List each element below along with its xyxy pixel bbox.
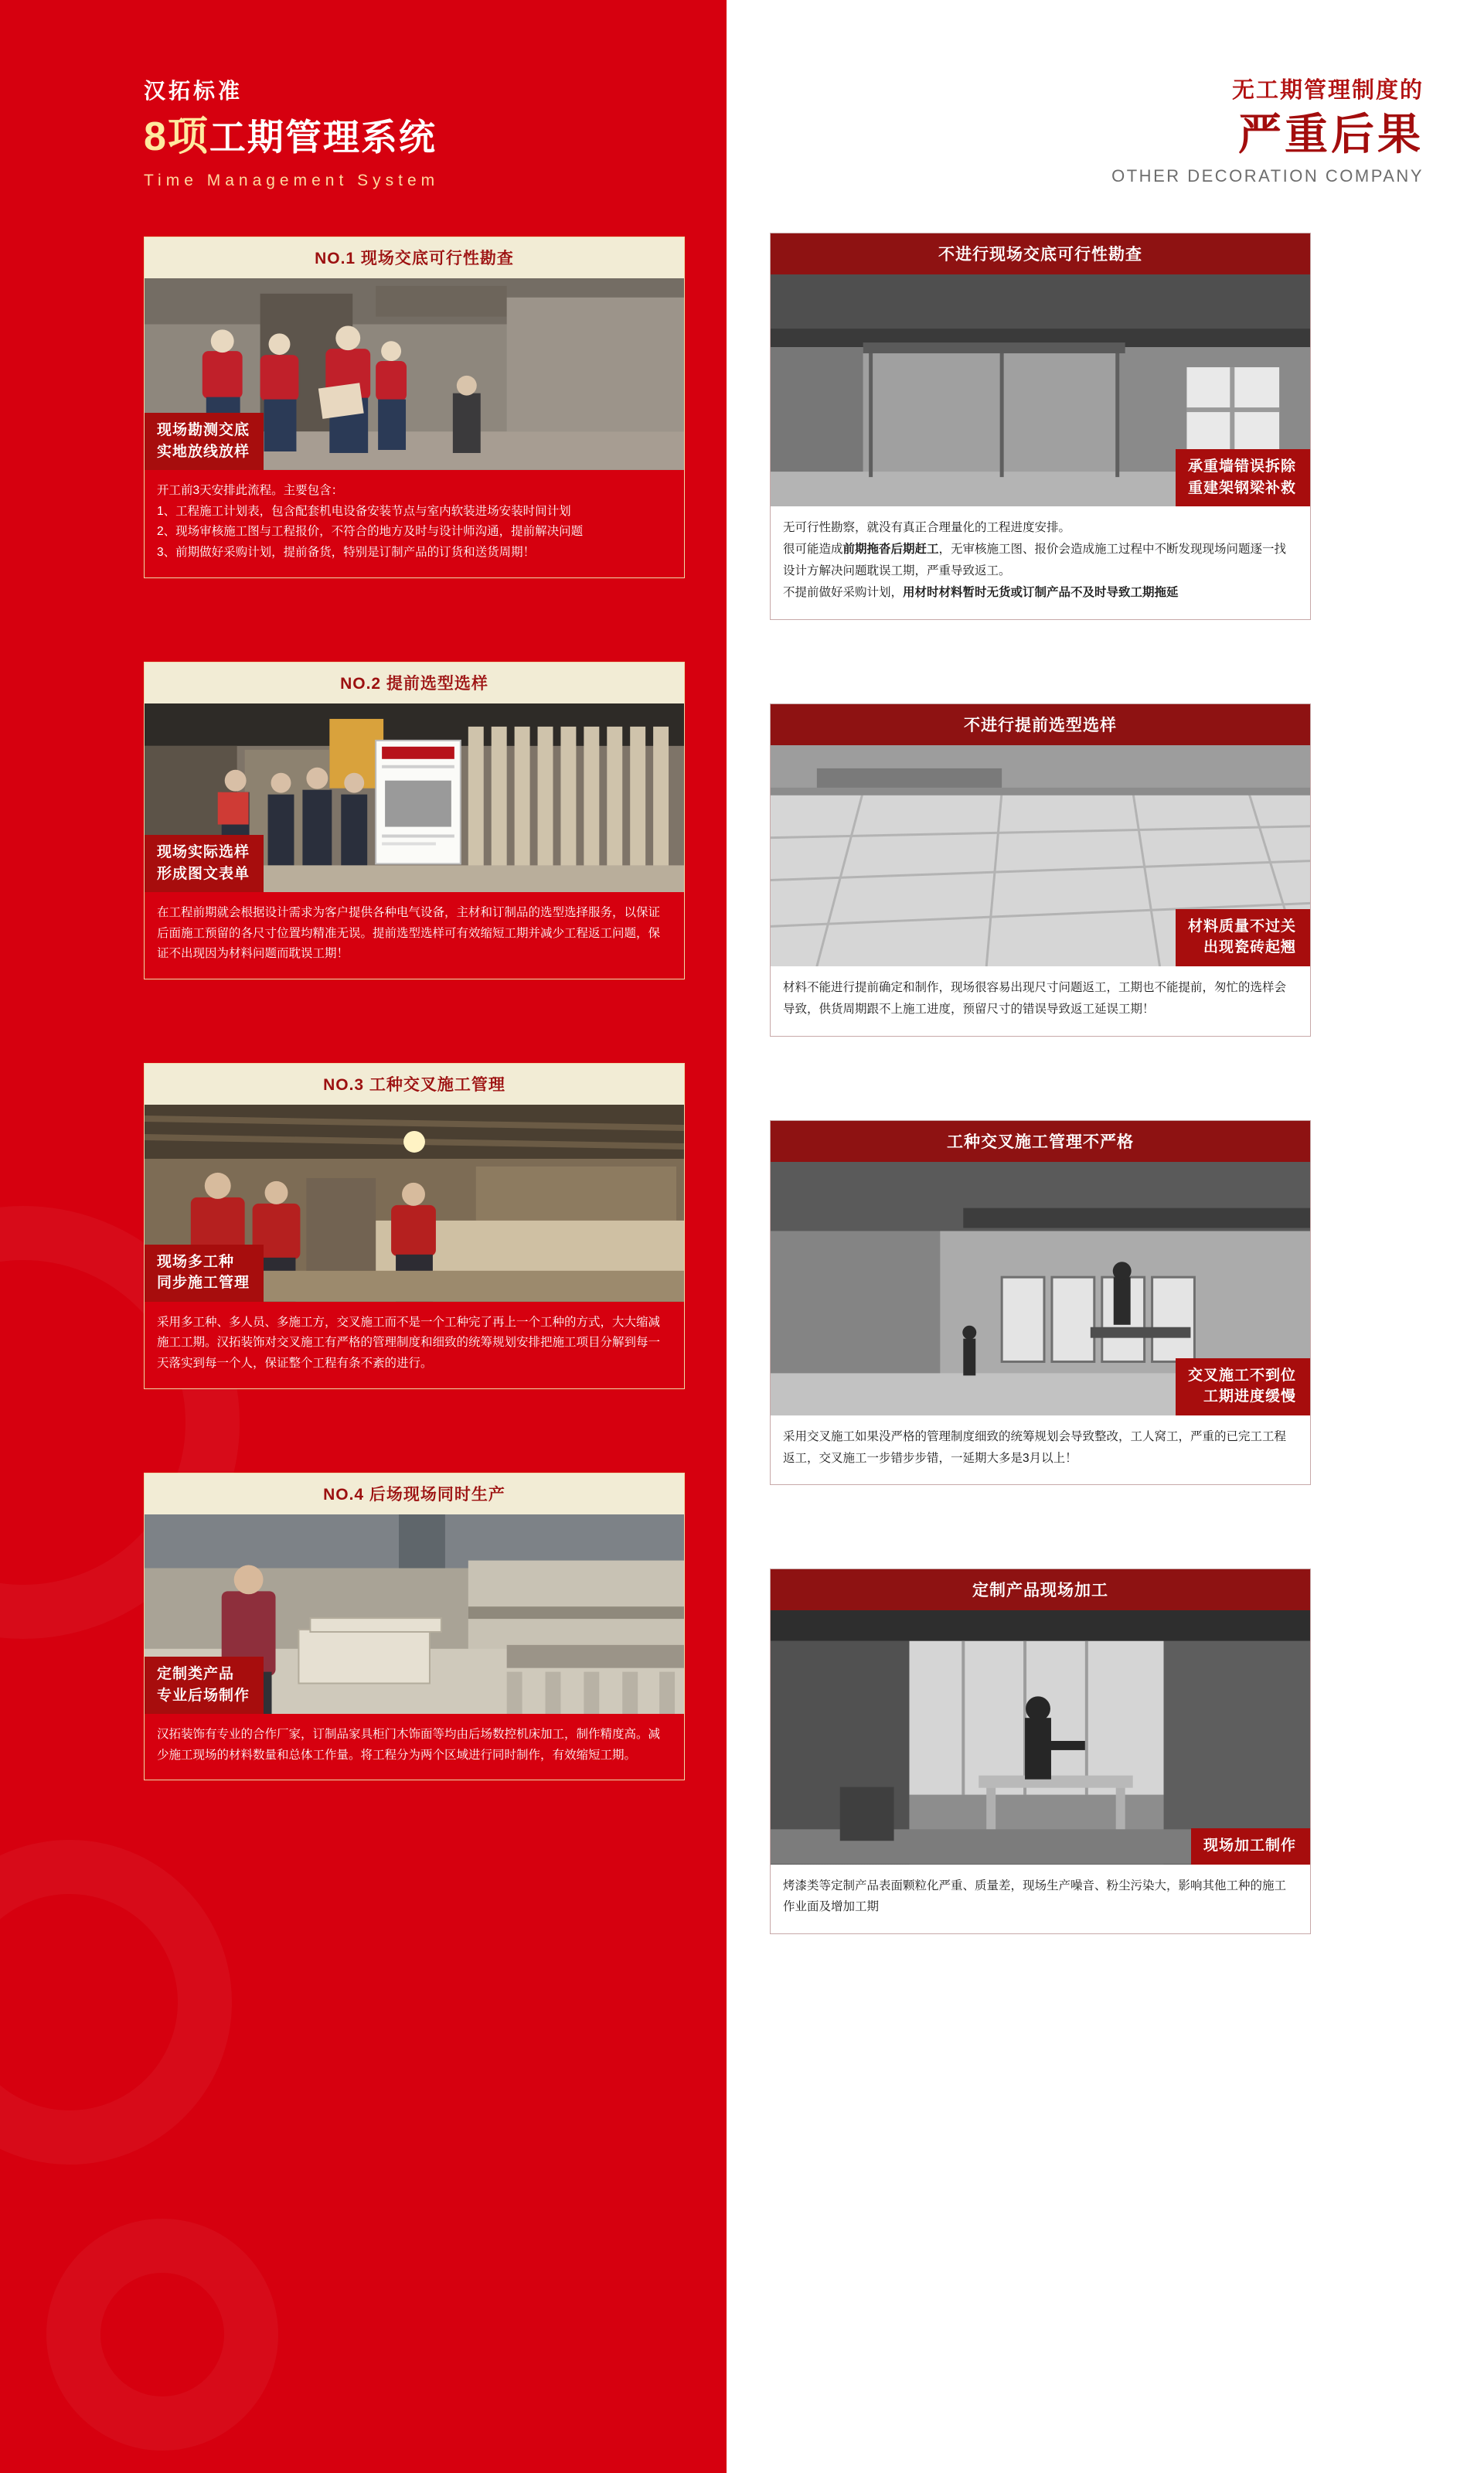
card-body-line: 1、工程施工计划表，包含配套机电设备安装节点与室内软装进场安装时间计划: [157, 504, 571, 518]
card-body: [145, 892, 684, 979]
list-item: [770, 1569, 1311, 1934]
right-header-sub: 无工期管理制度的: [1231, 78, 1424, 103]
card-title: NO.2 提前选型选样: [145, 663, 684, 703]
photo-caption-badge: [145, 1657, 264, 1714]
card-body: [145, 1302, 684, 1388]
card-body-line: 汉拓装饰有专业的合作厂家，订制品家具柜门木饰面等均由后场数控机床加工，制作精度高。减少施工现场的材料数量和总体工作量。将工程分为两个区域进行同时制作，有效缩短工期。: [157, 1728, 661, 1762]
card-body: [771, 1865, 1310, 1934]
caption-line-2: 专业后场制作: [157, 1687, 250, 1704]
card-body-line: 很可能造成前期拖沓后期赶工，无审核施工图、报价会造成施工过程中不断发现现场问题逐一找设计方解决问题耽误工期，严重导致返工。: [783, 543, 1287, 577]
emphasis-text: 前期拖沓后期赶工: [842, 543, 939, 557]
caption-line-2: 形成图文表单: [157, 865, 250, 882]
left-header-number: 8项: [144, 114, 209, 159]
photo-caption-badge: [145, 1245, 264, 1302]
caption-line-2: 重建架钢梁补救: [1187, 479, 1296, 496]
photo-caption-badge: [1176, 909, 1310, 966]
left-header-sub: 汉拓标准: [144, 79, 243, 103]
card-body-line: 不提前做好采购计划，用材时材料暂时无货或订制产品不及时导致工期拖延: [783, 585, 1179, 599]
left-header: [0, 0, 727, 190]
material-selection-photo: [145, 703, 684, 892]
left-red-panel: [0, 0, 727, 2473]
photo-caption-badge: [1176, 449, 1310, 506]
card-body: [145, 1714, 684, 1780]
photo-caption-badge: [145, 413, 264, 470]
card-body-line: 开工前3天安排此流程。主要包含：: [157, 484, 344, 498]
caption-line-1: 现场加工制作: [1203, 1837, 1296, 1854]
caption-line-1: 现场勘测交底: [157, 422, 250, 439]
caption-line-1: 现场多工种: [157, 1253, 235, 1270]
left-header-main: [144, 113, 727, 161]
card-body-line: 3、前期做好采购计划，提前备货，特别是订制产品的订货和送货周期！: [157, 546, 536, 560]
onsite-fabrication-photo: [771, 1610, 1310, 1864]
caption-line-1: 承重墙错误拆除: [1187, 458, 1296, 475]
card-title: NO.3 工种交叉施工管理: [145, 1064, 684, 1105]
left-header-english: Time Management System: [144, 172, 440, 190]
tile-defect-photo: [771, 745, 1310, 966]
card-body: [145, 470, 684, 577]
card-body-line: 无可行性勘察，就没有真正合理量化的工程进度安排。: [783, 521, 1071, 535]
card-title: NO.1 现场交底可行性勘查: [145, 237, 684, 278]
card-body-line: 在工程前期就会根据设计需求为客户提供各种电气设备，主材和订制品的选型选择服务，以保证后面施工预留的各尺寸位置均精准无误。提前选型选样可有效缩短工期并减少工程返工问题，保证不出现因为材料问题而耽误工期！: [157, 906, 661, 961]
card-body-line: 2、现场审核施工图与工程报价，不符合的地方及时与设计师沟通，提前解决问题: [157, 525, 584, 539]
card-body: [771, 966, 1310, 1036]
photo-caption-badge: [1191, 1828, 1310, 1865]
card-body: [771, 1415, 1310, 1485]
photo-caption-badge: [145, 835, 264, 892]
card-body-line: 材料不能进行提前确定和制作，现场很容易出现尺寸问题返工，工期也不能提前，匆忙的选样会导致，供货周期跟不上施工进度，预留尺寸的错误导致返工延误工期！: [783, 980, 1287, 1016]
card-title: NO.4 后场现场同时生产: [145, 1473, 684, 1514]
caption-line-1: 定制类产品: [157, 1665, 235, 1682]
left-header-main-text: 工期管理系统: [209, 117, 437, 158]
right-card-list: [727, 233, 1484, 1934]
decorative-circle: [46, 2219, 278, 2451]
card-title: 定制产品现场加工: [771, 1569, 1310, 1610]
card-title: 不进行现场交底可行性勘查: [771, 233, 1310, 274]
list-item: [770, 703, 1311, 1037]
card-body-line: 采用交叉施工如果没严格的管理制度细致的统筹规划会导致整改，工人窝工，严重的已完工工程返工，交叉施工一步错步步错，一延期大多是3月以上！: [783, 1429, 1287, 1465]
site-survey-photo: [145, 278, 684, 470]
photo-caption-badge: [1176, 1358, 1310, 1415]
right-header-main: 严重后果: [1238, 110, 1424, 158]
left-card-list: [0, 237, 727, 1780]
caption-line-2: 同步施工管理: [157, 1275, 250, 1292]
list-item: [770, 1120, 1311, 1486]
right-header-english: OTHER DECORATION COMPANY: [1111, 166, 1424, 186]
list-item: [770, 233, 1311, 620]
caption-line-1: 现场实际选样: [157, 844, 250, 860]
caption-line-2: 实地放线放样: [157, 443, 250, 460]
caption-line-1: 材料质量不过关: [1187, 918, 1296, 935]
right-header: [727, 0, 1484, 186]
demolition-damage-photo: [771, 274, 1310, 506]
cross-trade-photo: [145, 1105, 684, 1302]
decorative-circle: [0, 1840, 232, 2165]
card-body-line: 烤漆类等定制产品表面颗粒化严重、质量差，现场生产噪音、粉尘污染大，影响其他工种的施工作业面及增加工期: [783, 1879, 1287, 1914]
caption-line-2: 工期进度缓慢: [1203, 1388, 1296, 1405]
caption-line-1: 交叉施工不到位: [1187, 1367, 1296, 1384]
caption-line-2: 出现瓷砖起翘: [1203, 939, 1296, 956]
emphasis-text: 用材时材料暂时无货或订制产品不及时导致工期拖延: [903, 585, 1179, 599]
list-item: [144, 1473, 685, 1781]
slow-progress-photo: [771, 1162, 1310, 1415]
list-item: [144, 662, 685, 979]
card-body-line: 采用多工种、多人员、多施工方，交叉施工而不是一个工种完了再上一个工种的方式，大大缩减施工工期。汉拓装饰对交叉施工有严格的管理制度和细致的统筹规划安排把施工项目分解到每一天落实到每一个人，保证整个工程有条不紊的进行。: [157, 1315, 661, 1371]
card-body: [771, 506, 1310, 619]
right-white-panel: [727, 0, 1484, 2473]
list-item: [144, 1063, 685, 1389]
list-item: [144, 237, 685, 577]
card-title: 工种交叉施工管理不严格: [771, 1121, 1310, 1162]
card-title: 不进行提前选型选样: [771, 704, 1310, 745]
factory-production-photo: [145, 1514, 684, 1714]
